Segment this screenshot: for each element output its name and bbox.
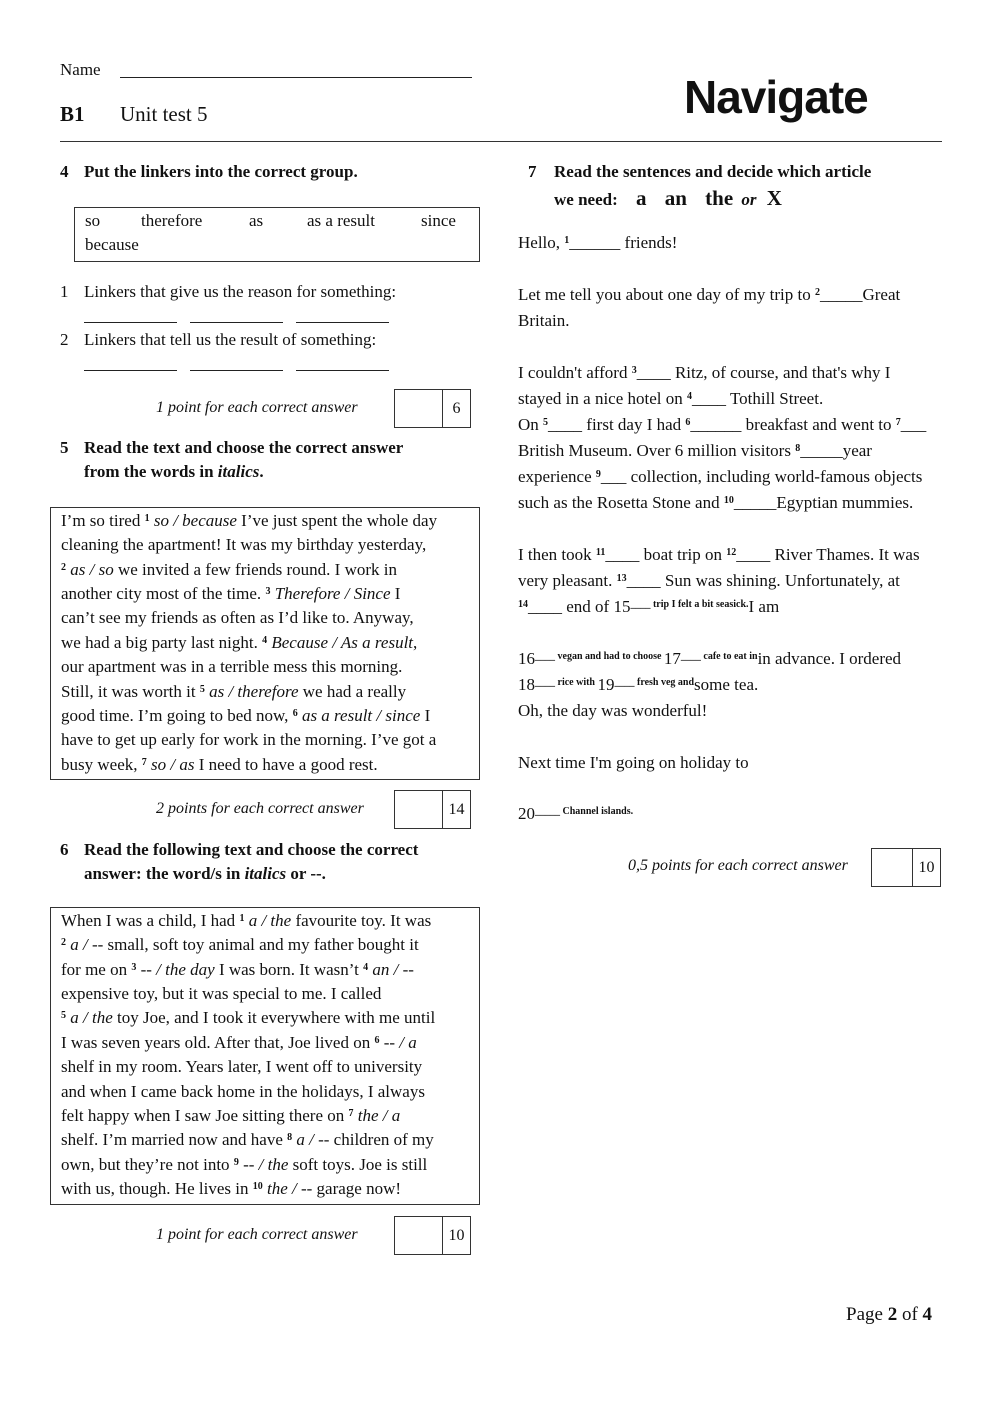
ex7-blank[interactable]: in advance. I ordered — [757, 649, 902, 668]
ex7-line: Next time I'm going on holiday to — [518, 753, 749, 772]
navigate-logo: Navigate — [684, 71, 868, 123]
ex6-line: and when I came back home in the holidays, I always — [61, 1082, 425, 1101]
ex6-score-box[interactable] — [394, 1216, 471, 1255]
ex4-score-box[interactable] — [394, 389, 471, 428]
ex5-title-italics: italics — [217, 462, 260, 481]
ex7-blank[interactable]: ____ end of — [528, 597, 614, 616]
ex7-blank[interactable]: 17 — [663, 649, 681, 668]
ex6-line: expensive toy, but it was special to me. I called — [61, 984, 382, 1003]
article-x: X — [766, 186, 782, 210]
ex4-q1-blank[interactable] — [84, 322, 177, 323]
ex5-text-box — [50, 507, 480, 780]
ex4-points: 1 point for each correct answer — [156, 399, 358, 416]
ex7-blank[interactable]: _____year — [800, 441, 872, 460]
ex6-option[interactable]: a / the — [70, 1008, 113, 1027]
ex6-option[interactable]: an / -- — [372, 960, 414, 979]
ex5-score-total: 14 — [448, 800, 465, 818]
ex7-blank[interactable]: ______ breakfast and went to — [690, 415, 896, 434]
ex5-option[interactable]: as / therefore — [209, 682, 299, 701]
ex7-title-line2 — [554, 186, 782, 211]
ex7-blank[interactable]: some tea. — [694, 675, 759, 694]
ex7-blank[interactable]: ______ friends! — [569, 233, 678, 252]
ex4-q2-number: 2 — [60, 330, 69, 349]
ex4-q1-blank[interactable] — [296, 322, 389, 323]
ex5-line: cleaning the apartment! It was my birthday yesterday, — [61, 535, 427, 554]
ex5-line: our apartment was in a terrible mess this morning. — [61, 657, 403, 676]
ex7-line: $20^{\_\_\_\_\_ Channel islands.}$ — [518, 804, 634, 823]
ex5-option[interactable]: so / as — [150, 755, 195, 774]
ex5-line: another city most of the time. $^3$ Therefore / Since I — [61, 584, 401, 603]
ex7-line: I then took $^{11}$____ boat trip on $^{12}$____ River Thames. It was — [518, 545, 920, 564]
name-label: Name — [60, 60, 101, 79]
ex7-line: British Museum. Over 6 million visitors $^8$_____year — [518, 441, 872, 460]
ex6-line: shelf. I’m married now and have $^8$ a / -- children of my — [61, 1130, 434, 1149]
ex5-line: can’t see my friends as often as I’d like to. Anyway, — [61, 608, 414, 627]
ex5-line: $^2$ as / so we invited a few friends round. I work in — [61, 560, 397, 579]
ex4-word-box — [74, 207, 480, 262]
ex7-line: such as the Rosetta Stone and $^{10}$_____Egyptian mummies. — [518, 493, 914, 512]
ex7-line: On $^5$____ first day I had $^6$______ breakfast and went to $^7$___ — [518, 415, 927, 434]
ex5-option[interactable]: Because / As a result — [271, 633, 414, 652]
ex5-line: Still, it was worth it $^5$ as / therefore we had a really — [61, 682, 407, 701]
ex4-q2-blank[interactable] — [296, 370, 389, 371]
ex6-title-b: answer: the word/s in — [84, 864, 241, 883]
unit-title: Unit test 5 — [120, 102, 208, 126]
ex7-line: very pleasant. $^{13}$____ Sun was shining. Unfortunately, at — [518, 571, 900, 590]
ex4-q2-blank[interactable] — [84, 370, 177, 371]
ex6-line: $^2$ a / -- small, soft toy animal and my father bought it — [61, 935, 419, 954]
header-divider — [60, 141, 942, 142]
ex6-line: felt happy when I saw Joe sitting there on $^7$ the / a — [61, 1106, 401, 1125]
ex7-line: Let me tell you about one day of my trip to $^2$_____Great — [518, 285, 901, 304]
word-as-a-result: as a result — [307, 211, 375, 230]
ex6-line: own, but they’re not into $^9$ -- / the soft toys. Joe is still — [61, 1155, 428, 1174]
ex7-score-total: 10 — [918, 858, 935, 876]
ex5-line: I’m so tired $^1$ so / because I’ve just spent the whole day — [61, 511, 438, 530]
ex7-points: 0,5 points for each correct answer — [628, 857, 848, 874]
ex5-option[interactable]: as a result / since — [301, 706, 421, 725]
ex5-title-end: . — [259, 462, 264, 481]
ex5-option[interactable]: as / so — [70, 560, 114, 579]
ex4-q1-blank[interactable] — [190, 322, 283, 323]
word-so: so — [85, 211, 101, 230]
word-because: because — [85, 235, 139, 254]
ex7-blank[interactable]: ____ first day I had — [548, 415, 686, 434]
ex4-number: 4 — [60, 162, 69, 181]
ex6-option[interactable]: a / -- — [296, 1130, 330, 1149]
ex6-option[interactable]: a / the — [248, 911, 292, 930]
ex7-line: Britain. — [518, 311, 570, 330]
word-as: as — [249, 211, 264, 230]
article-or: or — [741, 190, 757, 209]
ex5-line: busy week, $^7$ so / as I need to have a good rest. — [61, 755, 378, 774]
ex7-title2: we need: — [554, 190, 618, 209]
ex4-q1-text: Linkers that give us the reason for something: — [84, 282, 397, 301]
article-an: an — [664, 186, 687, 210]
ex6-title-italics: italics — [244, 864, 287, 883]
ex6-line: $^5$ a / the toy Joe, and I took it everywhere with me until — [61, 1008, 436, 1027]
level-label: B1 — [60, 102, 85, 126]
ex7-number: 7 — [528, 162, 537, 181]
article-a: a — [635, 186, 647, 210]
ex6-score-total: 10 — [448, 1226, 465, 1244]
ex7-line: $16^{\_\_\_\_ vegan and had to choose}$ $17^{\_\_\_\_ cafe to eat in}in$ advance. I ordered — [518, 649, 902, 668]
ex6-text-box — [50, 907, 480, 1205]
ex4-q2-blank[interactable] — [190, 370, 283, 371]
ex6-option[interactable]: a / -- — [70, 935, 104, 954]
ex6-option[interactable]: the / a — [357, 1106, 401, 1125]
ex5-points: 2 points for each correct answer — [156, 800, 364, 817]
page-number: Page 2 of 4 — [846, 1304, 933, 1325]
name-field[interactable] — [120, 77, 472, 78]
ex7-line: $18^{\_\_\_\_ rice with}$ $19^{\_\_\_\_ fresh veg and}some$ tea. — [518, 675, 759, 694]
ex5-option[interactable]: Therefore / Since — [274, 584, 391, 603]
ex7-blank[interactable]: ___ collection, including world-famous objects — [600, 467, 923, 486]
ex7-blank[interactable]: ____ boat trip on — [605, 545, 727, 564]
ex5-title: Read the text and choose the correct answer — [84, 438, 404, 457]
ex7-title: Read the sentences and decide which article — [554, 162, 872, 181]
ex7-blank[interactable]: 19 — [597, 675, 615, 694]
word-therefore: therefore — [141, 211, 203, 230]
ex5-number: 5 — [60, 438, 69, 457]
article-the: the — [705, 186, 734, 210]
ex7-blank[interactable]: _____Great — [819, 285, 901, 304]
ex6-line: shelf in my room. Years later, I went off to university — [61, 1057, 423, 1076]
ex7-blank[interactable]: I am — [748, 597, 780, 616]
ex7-blank[interactable]: ___ — [900, 415, 927, 434]
ex4-score-total: 6 — [452, 399, 461, 417]
ex6-line: with us, though. He lives in $^{10}$ the / -- garage now! — [61, 1179, 402, 1198]
ex6-line: I was seven years old. After that, Joe lived on $^6$ -- / a — [61, 1033, 417, 1052]
ex5-option[interactable]: so / because — [153, 511, 237, 530]
ex6-title-line2 — [84, 864, 326, 884]
ex7-line: Oh, the day was wonderful! — [518, 701, 708, 720]
ex6-title-end: or --. — [290, 864, 326, 883]
ex7-line: $^{14}$____ end of $15^{\_\_\_\_ trip I felt a bit seasick.}I$ am — [518, 597, 780, 616]
ex6-number: 6 — [60, 840, 69, 859]
ex7-line: stayed in a nice hotel on $^4$____ Tothill Street. — [518, 389, 824, 408]
ex5-score-box[interactable] — [394, 790, 471, 829]
ex5-title-b: from the words in — [84, 462, 214, 481]
ex4-q2-text: Linkers that tell us the result of something: — [84, 330, 377, 349]
ex7-score-box[interactable] — [871, 848, 941, 887]
ex7-blank[interactable]: _____Egyptian mummies. — [733, 493, 914, 512]
ex4-title: Put the linkers into the correct group. — [84, 162, 358, 181]
word-since: since — [421, 211, 456, 230]
ex6-option[interactable]: -- / the day — [140, 960, 215, 979]
ex5-title-line2 — [84, 462, 264, 482]
ex5-line: have to get up early for work in the morning. I’ve got a — [61, 730, 437, 749]
ex7-line: I couldn't afford $^3$____ Ritz, of course, and that's why I — [518, 363, 891, 382]
ex6-title: Read the following text and choose the correct — [84, 840, 419, 859]
ex5-line: good time. I’m going to bed now, $^6$ as a result / since I — [61, 706, 431, 725]
ex7-line: Hello, $^1$______ friends! — [518, 233, 678, 252]
ex7-blank[interactable]: ____ Ritz, of course, and that's why I — [636, 363, 891, 382]
ex6-points: 1 point for each correct answer — [156, 1226, 358, 1243]
ex6-option[interactable]: -- / the — [243, 1155, 289, 1174]
ex4-q1-number: 1 — [60, 282, 69, 301]
ex6-option[interactable]: -- / a — [383, 1033, 417, 1052]
ex7-blank[interactable]: ____ Tothill Street. — [692, 389, 824, 408]
ex5-line: we had a big party last night. $^4$ Because / As a result, — [61, 633, 418, 652]
ex7-line: experience $^9$___ collection, including world-famous objects — [518, 467, 923, 486]
ex7-blank[interactable]: ____ River Thames. It was — [736, 545, 920, 564]
ex6-line: When I was a child, I had $^1$ a / the favourite toy. It was — [61, 911, 432, 930]
ex7-blank[interactable]: ____ Sun was shining. Unfortunately, at — [626, 571, 900, 590]
ex6-option[interactable]: the / -- — [266, 1179, 313, 1198]
ex6-line: for me on $^3$ -- / the day I was born. It wasn’t $^4$ an / -- — [61, 960, 414, 979]
